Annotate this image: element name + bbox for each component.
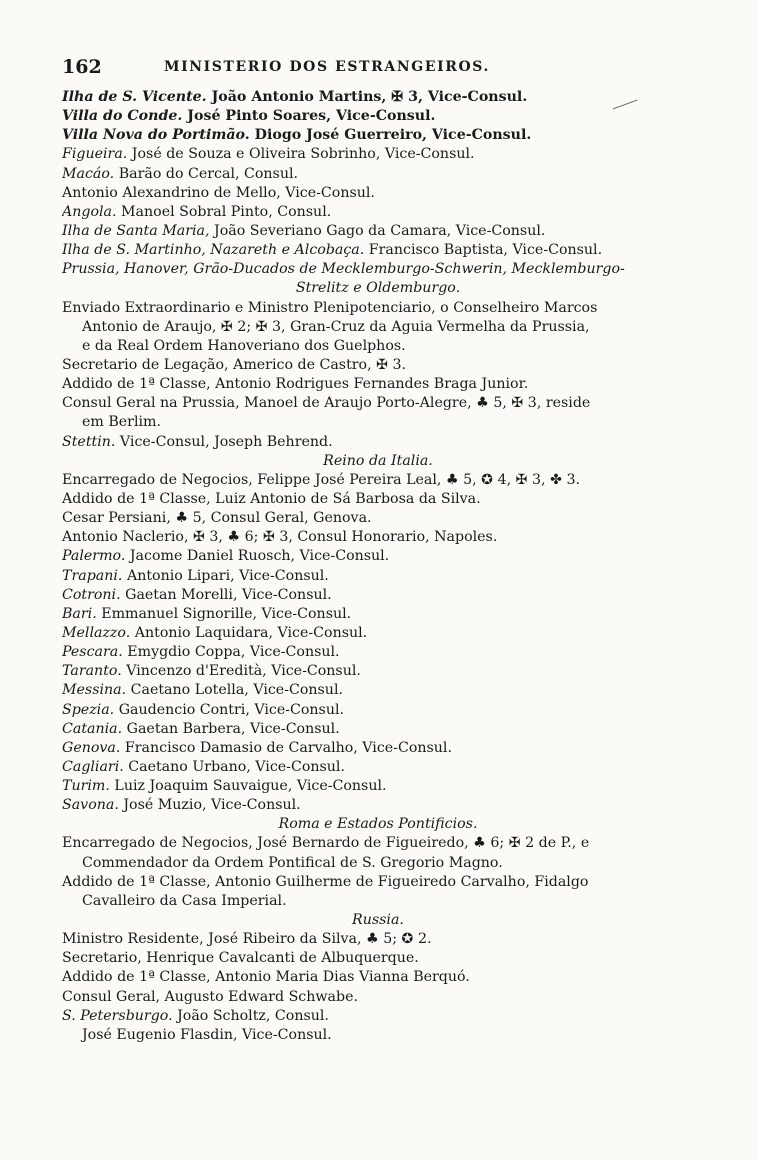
entry-text: José Muzio, Vice-Consul.: [118, 797, 301, 814]
place-name: Taranto.: [62, 663, 122, 680]
section-heading: Roma e Estados Pontificios.: [278, 816, 478, 833]
directory-entry: [62, 796, 694, 815]
place-name: Cagliari.: [62, 758, 124, 775]
entry-text: Antonio Lipari, Vice-Consul.: [122, 567, 329, 584]
running-title: MINISTERIO DOS ESTRANGEIROS.: [164, 59, 490, 75]
directory-line: Ministro Residente, José Ribeiro da Silva, ♣ 5; ✪ 2.: [62, 931, 432, 948]
section-heading: Strelitz e Oldemburgo.: [295, 280, 461, 297]
directory-line: Encarregado de Negocios, Felippe José Pereira Leal, ♣ 5, ✪ 4, ✠ 3, ✤ 3.: [62, 471, 581, 488]
entry-text: Francisco Damasio de Carvalho, Vice-Consul.: [120, 739, 452, 756]
directory-entry: [62, 433, 694, 452]
directory-entry: [62, 662, 694, 681]
entry-text: Caetano Lotella, Vice-Consul.: [126, 682, 343, 699]
section-heading: Prussia, Hanover, Grão-Ducados de Mecklemburgo-Schwerin, Mecklemburgo-: [62, 261, 625, 278]
place-name: Ilha de S. Vicente.: [62, 89, 207, 105]
entry-text: João Antonio Martins, ✠ 3, Vice-Consul.: [206, 89, 528, 105]
directory-line: Addido de 1ª Classe, Antonio Rodrigues Fernandes Braga Junior.: [62, 376, 529, 393]
entry-text: José Pinto Soares, Vice-Consul.: [182, 108, 436, 125]
directory-line: Addido de 1ª Classe, Luiz Antonio de Sá Barbosa da Silva.: [62, 490, 481, 507]
entry-text: José de Souza e Oliveira Sobrinho, Vice-Consul.: [127, 146, 475, 163]
directory-entry: [62, 567, 694, 586]
entry-text: Gaetan Barbera, Vice-Consul.: [122, 720, 340, 737]
entry-text: Francisco Baptista, Vice-Consul.: [364, 242, 603, 259]
directory-entry: [62, 1007, 694, 1026]
place-name: Angola.: [62, 203, 117, 220]
entry-text: Gaudencio Contri, Vice-Consul.: [114, 701, 345, 718]
continuation-line: Commendador da Ordem Pontifical de S. Gregorio Magno.: [82, 854, 503, 871]
place-name: Villa do Conde.: [62, 108, 183, 125]
entry-text: Vice-Consul, Joseph Behrend.: [115, 433, 333, 450]
entry-text: Emygdio Coppa, Vice-Consul.: [122, 644, 340, 661]
directory-line: Consul Geral, Augusto Edward Schwabe.: [62, 988, 358, 1005]
directory-entry: [62, 605, 694, 624]
entry-text: Manoel Sobral Pinto, Consul.: [116, 203, 332, 220]
place-name: S. Petersburgo.: [62, 1007, 173, 1024]
directory-entry: [62, 777, 694, 796]
place-name: Figueira.: [62, 146, 128, 163]
entry-text: Caetano Urbano, Vice-Consul.: [123, 758, 345, 775]
place-name: Messina.: [62, 682, 127, 699]
text-body: [62, 88, 694, 1045]
directory-line: Cesar Persiani, ♣ 5, Consul Geral, Genova.: [62, 510, 372, 527]
place-name: Macáo.: [62, 165, 115, 182]
entry-text: Gaetan Morelli, Vice-Consul.: [120, 586, 332, 603]
directory-entry: [62, 203, 694, 222]
page-number: 162: [62, 56, 102, 78]
section-heading: Russia.: [352, 912, 404, 929]
directory-line: Enviado Extraordinario e Ministro Plenipotenciario, o Conselheiro Marcos: [62, 299, 598, 316]
entry-text: Luiz Joaquim Sauvaigue, Vice-Consul.: [109, 778, 387, 795]
directory-entry: [62, 720, 694, 739]
directory-entry: [62, 643, 694, 662]
section-heading: Reino da Italia.: [323, 452, 433, 469]
entry-text: Jacome Daniel Ruosch, Vice-Consul.: [125, 548, 390, 565]
place-name: Catania.: [62, 720, 123, 737]
entry-text: Antonio Laquidara, Vice-Consul.: [130, 624, 368, 641]
page-header: [60, 56, 700, 82]
place-name: Spezia.: [62, 701, 115, 718]
directory-entry: [62, 701, 694, 720]
entry-text: Emmanuel Signorille, Vice-Consul.: [96, 605, 352, 622]
entry-text: Barão do Cercal, Consul.: [114, 165, 299, 182]
entry-text: João Severiano Gago da Camara, Vice-Consul.: [209, 222, 546, 239]
directory-entry: [62, 126, 694, 145]
directory-entry: [62, 586, 694, 605]
place-name: Palermo.: [62, 548, 126, 565]
continuation-line: Cavalleiro da Casa Imperial.: [82, 892, 287, 909]
entry-text: João Scholtz, Consul.: [172, 1007, 329, 1024]
directory-entry: [62, 222, 694, 241]
continuation-line: em Berlim.: [82, 414, 162, 431]
directory-entry: [62, 241, 694, 260]
directory-line: Consul Geral na Prussia, Manoel de Araujo Porto-Alegre, ♣ 5, ✠ 3, reside: [62, 395, 591, 412]
directory-line: Secretario, Henrique Cavalcanti de Albuquerque.: [62, 950, 419, 967]
place-name: Villa Nova do Portimão.: [62, 127, 250, 144]
directory-line: Antonio Alexandrino de Mello, Vice-Consul.: [62, 184, 375, 201]
directory-line: Encarregado de Negocios, José Bernardo de Figueiredo, ♣ 6; ✠ 2 de P., e: [62, 835, 590, 852]
directory-entry: [62, 165, 694, 184]
place-name: Savona.: [62, 797, 119, 814]
place-name: Mellazzo.: [62, 624, 131, 641]
continuation-line: e da Real Ordem Hanoveriano dos Guelphos.: [82, 337, 406, 354]
entry-text: Diogo José Guerreiro, Vice-Consul.: [249, 127, 532, 144]
directory-entry: [62, 758, 694, 777]
directory-entry: [62, 107, 694, 126]
place-name: Stettin.: [62, 433, 116, 450]
directory-entry: [62, 88, 694, 107]
continuation-line: Antonio de Araujo, ✠ 2; ✠ 3, Gran-Cruz da Aguia Vermelha da Prussia,: [82, 318, 590, 335]
place-name: Trapani.: [62, 567, 123, 584]
directory-entry: [62, 624, 694, 643]
directory-entry: [62, 547, 694, 566]
directory-line: Addido de 1ª Classe, Antonio Guilherme de Figueiredo Carvalho, Fidalgo: [62, 873, 589, 890]
directory-line: Antonio Naclerio, ✠ 3, ♣ 6; ✠ 3, Consul Honorario, Napoles.: [62, 529, 498, 546]
directory-entry: [62, 681, 694, 700]
place-name: Ilha de S. Martinho, Nazareth e Alcobaça.: [62, 242, 365, 259]
place-name: Bari.: [62, 605, 97, 622]
directory-line: Addido de 1ª Classe, Antonio Maria Dias Vianna Berquó.: [62, 969, 470, 986]
place-name: Ilha de Santa Maria,: [62, 222, 210, 239]
entry-text: Vincenzo d'Eredità, Vice-Consul.: [121, 663, 361, 680]
place-name: Cotroni.: [62, 586, 121, 603]
directory-entry: [62, 145, 694, 164]
directory-entry: [62, 739, 694, 758]
place-name: Genova.: [62, 739, 121, 756]
directory-line: Secretario de Legação, Americo de Castro, ✠ 3.: [62, 356, 407, 373]
continuation-line: José Eugenio Flasdin, Vice-Consul.: [82, 1026, 332, 1043]
place-name: Pescara.: [62, 644, 123, 661]
place-name: Turim.: [62, 778, 110, 795]
